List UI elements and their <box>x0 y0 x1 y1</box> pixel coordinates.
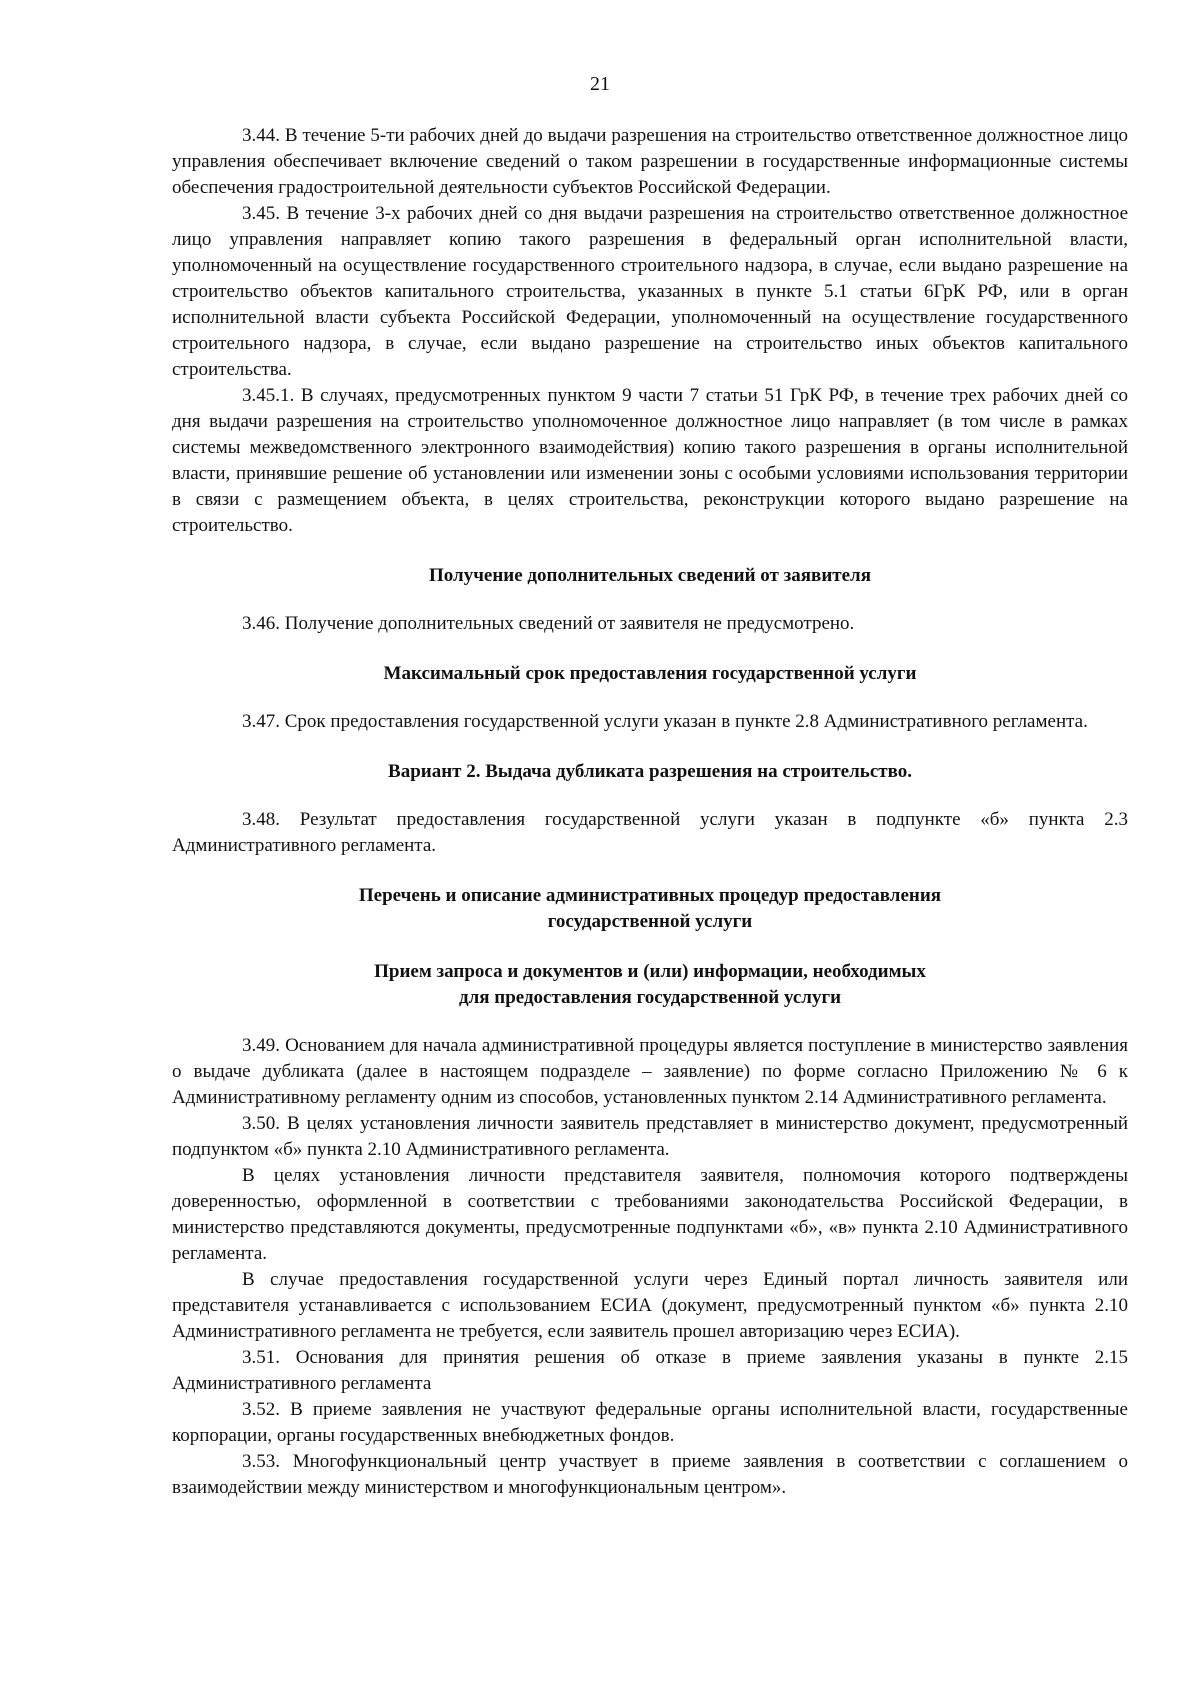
paragraph-3-50: 3.50. В целях установления личности заявитель представляет в министерство документ, предусмотренный подпунктом «б» пункта 2.10 Административного регламента. <box>172 1113 1128 1160</box>
paragraph-3-45-1: 3.45.1. В случаях, предусмотренных пунктом 9 части 7 статьи 51 ГрК РФ, в течение трех рабочих дней со дня выдачи разрешения на строительство уполномоченное должностное лицо направляет (в том числе в рамках системы межведомственного электронного взаимодействия) копию такого разрешения в органы исполнительной власти, принявшие решение об установлении или изменении зоны с особыми условиями использования территории в связи с размещением объекта, в целях строительства, реконструкции которого выдано разрешение на строительство. <box>172 385 1128 536</box>
paragraph-3-53: 3.53. Многофункциональный центр участвует в приеме заявления в соответствии с соглашением о взаимодействии между министерством и многофункциональным центром». <box>172 1451 1128 1498</box>
paragraph-3-51: 3.51. Основания для принятия решения об отказе в приеме заявления указаны в пункте 2.15 Административного регламента <box>172 1347 1128 1394</box>
paragraph-3-46: 3.46. Получение дополнительных сведений от заявителя не предусмотрено. <box>242 613 855 634</box>
paragraph-3-52: 3.52. В приеме заявления не участвуют федеральные органы исполнительной власти, государственные корпорации, органы государственных внебюджетных фондов. <box>172 1399 1128 1446</box>
section-heading-procedures-line-1: Перечень и описание административных процедур предоставления <box>358 885 942 906</box>
section-heading-max-term: Максимальный срок предоставления государственной услуги <box>383 663 917 684</box>
section-heading-additional-info: Получение дополнительных сведений от заявителя <box>429 565 871 586</box>
section-heading-reception-line-1: Прием запроса и документов и (или) информации, необходимых <box>374 961 926 982</box>
paragraph-3-49: 3.49. Основанием для начала административной процедуры является поступление в министерство заявления о выдаче дубликата (далее в настоящем подразделе – заявление) по форме согласно Приложению № 6 к Административному регламенту одним из способов, установленных пунктом 2.14 Административного регламента. <box>172 1035 1128 1108</box>
section-heading-reception-line-2: для предоставления государственной услуги <box>458 987 842 1008</box>
paragraph-3-44: 3.44. В течение 5-ти рабочих дней до выдачи разрешения на строительство ответственное должностное лицо управления обеспечивает включение сведений о таком разрешении в государственные информационные системы обеспечения градостроительной деятельности субъектов Российской Федерации. <box>172 125 1128 198</box>
document-body <box>172 123 1128 1501</box>
paragraph-3-48: 3.48. Результат предоставления государственной услуги указан в подпункте «б» пункта 2.3 Административного регламента. <box>172 809 1128 856</box>
paragraph-3-45: 3.45. В течение 3-х рабочих дней со дня выдачи разрешения на строительство ответственное должностное лицо управления направляет копию такого разрешения в федеральный орган исполнительной власти, уполномоченный на осуществление государственного строительного надзора, в случае, если выдано разрешение на строительство объектов капитального строительства, указанных в пункте 5.1 статьи 6ГрК РФ, или в орган исполнительной власти субъекта Российской Федерации, уполномоченный на осуществление государственного строительного надзора, в случае, если выдано разрешение на строительство иных объектов капитального строительства. <box>172 203 1128 380</box>
section-heading-procedures <box>172 883 1128 935</box>
paragraph-3-47: 3.47. Срок предоставления государственной услуги указан в пункте 2.8 Административного регламента. <box>242 711 1088 732</box>
paragraph-3-50-single-portal: В случае предоставления государственной услуги через Единый портал личность заявителя или представителя устанавливается с использованием ЕСИА (документ, предусмотренный пунктом «б» пункта 2.10 Административного регламента не требуется, если заявитель прошел авторизацию через ЕСИА). <box>172 1269 1128 1342</box>
section-heading-procedures-line-2: государственной услуги <box>547 911 753 932</box>
paragraph-3-50-representative: В целях установления личности представителя заявителя, полномочия которого подтверждены доверенностью, оформленной в соответствии с требованиями законодательства Российской Федерации, в министерство представляются документы, предусмотренные подпунктами «б», «в» пункта 2.10 Административного регламента. <box>172 1165 1128 1264</box>
section-heading-reception <box>172 959 1128 1011</box>
section-heading-variant-2: Вариант 2. Выдача дубликата разрешения на строительство. <box>388 761 912 782</box>
page-number: 21 <box>590 73 610 95</box>
